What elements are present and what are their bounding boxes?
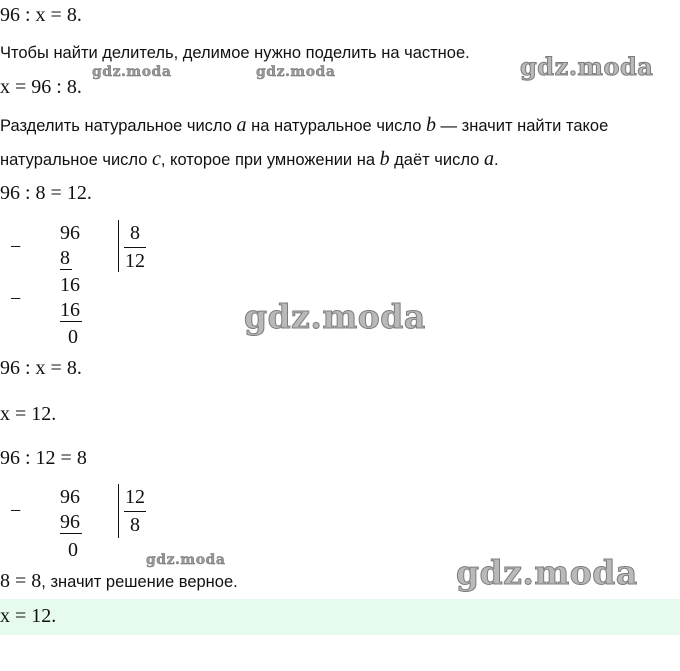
watermark-logo: gdz.moda: [456, 553, 638, 592]
definition-text: на натуральное число: [246, 117, 426, 135]
definition-text: .: [493, 151, 499, 169]
final-remainder: 0: [68, 539, 78, 561]
division-bar-vertical: [118, 220, 119, 272]
subtrahend: 96: [60, 511, 80, 533]
watermark-logo: gdz.moda: [520, 52, 654, 81]
watermark-logo: gdz.moda: [146, 552, 226, 568]
variable-c: c: [152, 148, 161, 170]
minus-sign: −: [10, 500, 22, 522]
subtrahend: 8: [60, 247, 70, 269]
definition-text: , которое при умножении на: [160, 151, 380, 169]
divisor: 12: [125, 486, 145, 508]
variable-a: a: [483, 148, 494, 170]
final-answer: x = 12.: [0, 605, 57, 627]
check-equation: 8 = 8: [0, 570, 42, 592]
divisor: 8: [130, 222, 140, 244]
equation-x-expression: x = 96 : 8.: [0, 76, 82, 98]
subtrahend: 16: [60, 299, 80, 321]
check-conclusion: [0, 570, 238, 593]
equation-solution: x = 12.: [0, 403, 57, 425]
definition-text: даёт число: [389, 151, 484, 169]
division-bar-horizontal: [124, 247, 146, 248]
dividend: 96: [60, 486, 80, 508]
watermark-logo: gdz.moda: [92, 64, 172, 80]
definition-text: — значит найти такое: [435, 117, 609, 135]
division-bar-vertical: [118, 484, 119, 538]
rule-find-divisor: Чтобы найти делитель, делимое нужно поделить на частное.: [0, 44, 470, 62]
division-bar-horizontal: [124, 511, 146, 512]
minus-sign: −: [10, 288, 22, 310]
minus-sign: −: [10, 236, 22, 258]
definition-text: натуральное число: [0, 151, 152, 169]
definition-division-line1: [0, 114, 608, 137]
variable-b: b: [379, 148, 390, 170]
watermark-logo: gdz.moda: [244, 297, 426, 336]
variable-a: a: [236, 114, 247, 136]
quotient: 12: [125, 250, 145, 272]
dividend: 96: [60, 222, 80, 244]
remainder: 16: [60, 274, 80, 296]
equation-restated: 96 : x = 8.: [0, 357, 82, 379]
final-remainder: 0: [68, 326, 78, 348]
watermark-logo: gdz.moda: [256, 64, 336, 80]
check-text: , значит решение верное.: [41, 573, 238, 591]
variable-b: b: [425, 114, 436, 136]
quotient: 8: [130, 514, 140, 536]
definition-text: Разделить натуральное число: [0, 117, 237, 135]
equation-division-result: 96 : 8 = 12.: [0, 182, 92, 204]
answer-box: [0, 599, 680, 635]
definition-division-line2: [0, 148, 499, 171]
equation-initial: 96 : x = 8.: [0, 4, 82, 26]
equation-check: 96 : 12 = 8: [0, 447, 87, 469]
